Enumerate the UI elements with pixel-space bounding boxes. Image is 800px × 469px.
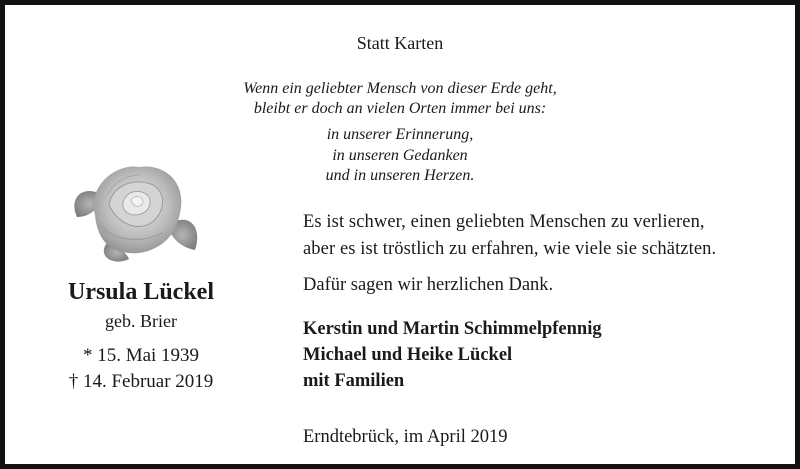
signer: Michael und Heike Lückel [303, 345, 513, 365]
message-block [303, 209, 773, 450]
deceased-name: Ursula Lückel [67, 279, 214, 305]
poem-line: in unserer Erinnerung, [326, 126, 474, 143]
message-line: Es ist schwer, einen geliebten Menschen zu verlieren, [303, 212, 705, 232]
rose-image [67, 155, 207, 270]
message-line: aber es ist tröstlich zu erfahren, wie viele sie schätzten. [303, 239, 717, 259]
thanks-text: Dafür sagen wir herzlichen Dank. [303, 275, 554, 295]
signers-list [303, 316, 773, 394]
life-dates [27, 343, 255, 395]
poem-line: bleibt er doch an vielen Orten immer bei uns: [253, 100, 547, 117]
poem-line: und in unseren Herzen. [325, 167, 475, 184]
deceased-info [27, 275, 255, 395]
notice-header: Statt Karten [356, 33, 444, 53]
poem-intro [5, 79, 795, 119]
death-date: † 14. Februar 2019 [68, 371, 214, 392]
signer: Kerstin und Martin Schimmelpfennig [303, 319, 602, 339]
poem-line: Wenn ein geliebter Mensch von dieser Erde geht, [243, 80, 557, 97]
condolence-message [303, 209, 773, 263]
poem-line: in unseren Gedanken [332, 146, 468, 164]
signer: mit Familien [303, 371, 405, 391]
maiden-name: geb. Brier [105, 311, 177, 331]
birth-date: * 15. Mai 1939 [82, 345, 200, 366]
place-date: Erndtebrück, im April 2019 [303, 427, 508, 447]
